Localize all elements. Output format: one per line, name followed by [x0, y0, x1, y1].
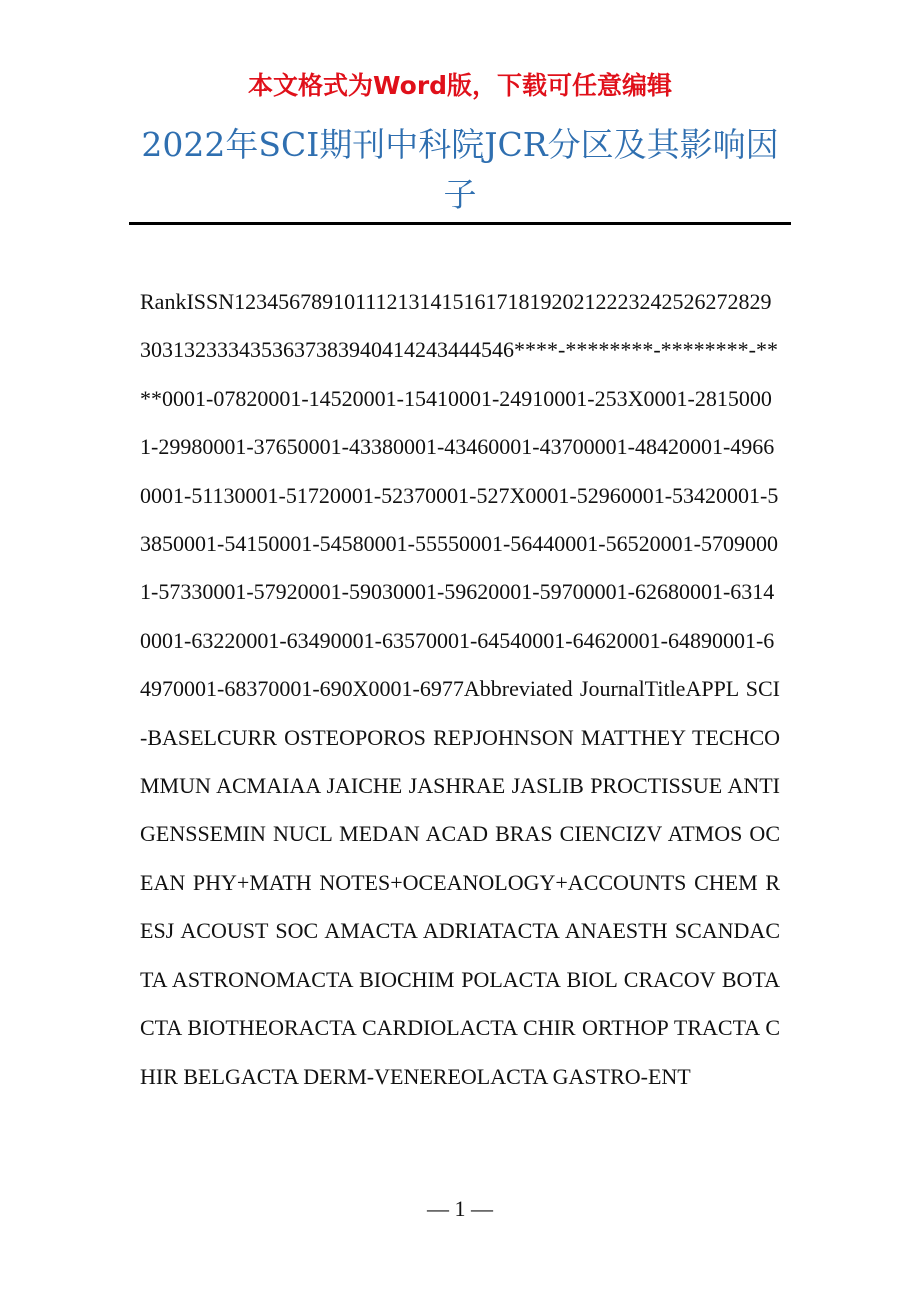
body-paragraph: RankISSN12345678910111213141516171819202122232425262728293031323334353637383940414243444546****-********-********-****0001-07820001-14520001-15410001-24910001-253X0001-28150001-29980001-37650001-43380001-43460001-43700001-48420001-49660001-51130001-51720001-52370001-527X0001-52960001-53420001-53850001-54150001-54580001-55550001-56440001-56520001-57090001-57330001-57920001-59030001-59620001-59700001-62680001-63140001-63220001-63490001-63570001-64540001-64620001-64890001-64970001-68370001-690X0001-6977Abbreviated JournalTitleAPPL SCI-BASELCURR OSTEOPOROS REPJOHNSON MATTHEY TECHCOMMUN ACMAIAA JAICHE JASHRAE JASLIB PROCTISSUE ANTIGENSSEMIN NUCL MEDAN ACAD BRAS CIENCIZV ATMOS OCEAN PHY+MATH NOTES+OCEANOLOGY+ACCOUNTS CHEM RESJ ACOUST SOC AMACTA ADRIATACTA ANAESTH SCANDACTA ASTRONOMACTA BIOCHIM POLACTA BIOL CRACOV BOTACTA BIOTHEORACTA CARDIOLACTA CHIR ORTHOP TRACTA CHIR BELGACTA DERM-VENEREOLACTA GASTRO-ENT [140, 289, 780, 1089]
title-divider [129, 222, 791, 225]
document-title: 2022年SCI期刊中科院JCR分区及其影响因子 [141, 125, 779, 214]
format-notice: 本文格式为Word版，下载可任意编辑 [247, 71, 673, 100]
page-number: — 1 — [427, 1196, 493, 1221]
